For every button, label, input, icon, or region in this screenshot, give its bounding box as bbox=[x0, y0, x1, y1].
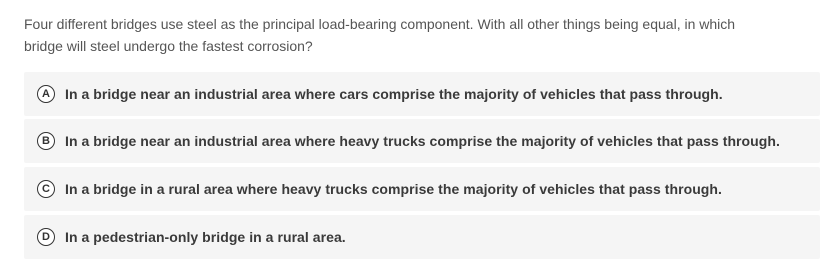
option-d[interactable] bbox=[24, 215, 820, 259]
option-text-c: In a bridge in a rural area where heavy trucks comprise the majority of vehicles that pass through. bbox=[65, 181, 722, 197]
option-letter-b: B bbox=[37, 132, 55, 150]
option-b[interactable] bbox=[24, 119, 820, 163]
answer-options bbox=[24, 72, 820, 262]
option-letter-c: C bbox=[37, 180, 55, 198]
option-text-a: In a bridge near an industrial area where cars comprise the majority of vehicles that pass through. bbox=[65, 86, 723, 102]
option-c[interactable] bbox=[24, 167, 820, 211]
question-line-1: Four different bridges use steel as the principal load-bearing component. With all other things being equal, in which bbox=[24, 16, 736, 32]
question-line-2: bridge will steel undergo the fastest corrosion? bbox=[24, 38, 313, 54]
option-text-d: In a pedestrian-only bridge in a rural area. bbox=[65, 229, 346, 245]
option-letter-d: D bbox=[37, 228, 55, 246]
option-a[interactable] bbox=[24, 72, 820, 116]
option-text-b: In a bridge near an industrial area where heavy trucks comprise the majority of vehicles that pass through. bbox=[65, 133, 780, 149]
question-text bbox=[24, 13, 804, 57]
option-letter-a: A bbox=[37, 85, 55, 103]
